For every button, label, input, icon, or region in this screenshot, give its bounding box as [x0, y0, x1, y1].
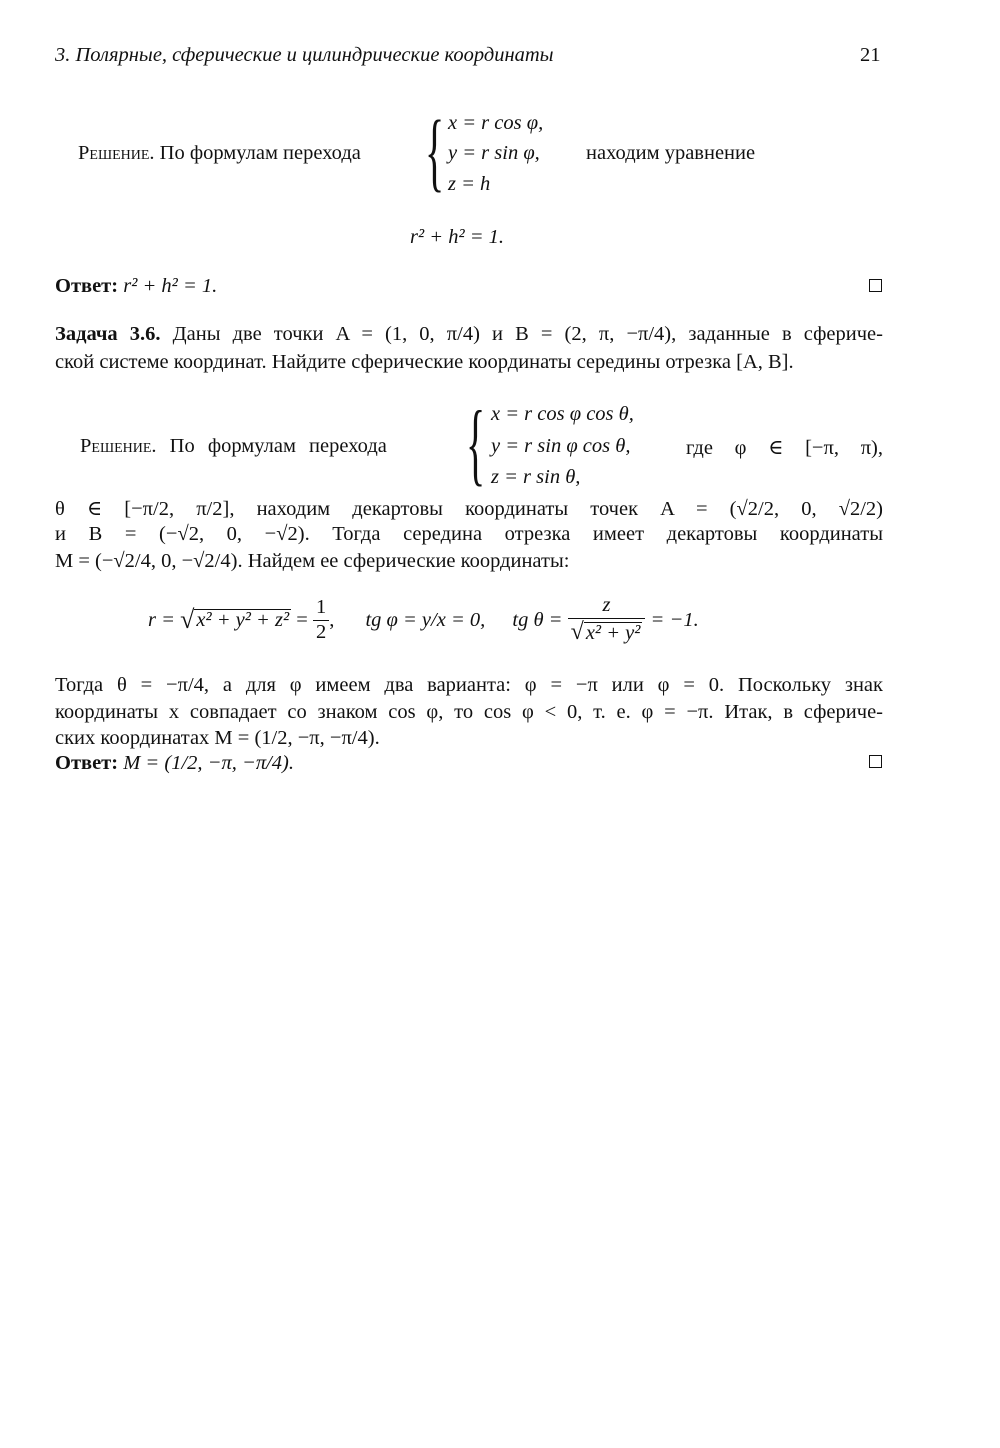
- system1-line2: y = r sin φ,: [448, 142, 540, 164]
- answer-label: Ответ:: [55, 752, 119, 774]
- formula-tgtheta-rhs: = −1.: [650, 608, 699, 631]
- formula-r-radicand: x² + y² + z²: [196, 608, 290, 631]
- answer-text: M = (1/2, −π, −π/4).: [123, 752, 295, 774]
- sqrt-icon: √: [570, 618, 584, 645]
- conclusion-line3: ских координатах M = (1/2, −π, −π/4).: [55, 727, 380, 749]
- solution1-trail: находим уравнение: [586, 142, 756, 164]
- solution-lead-text: По формулам перехода: [169, 435, 387, 457]
- display-formula: [148, 594, 699, 646]
- formula-tgtheta-denominator: [568, 619, 646, 647]
- answer-label: Ответ:: [55, 275, 119, 297]
- formula-r-comma: ,: [329, 608, 335, 631]
- qed-box: [869, 279, 882, 292]
- formula-r-eq: =: [296, 608, 308, 631]
- system2-line2: y = r sin φ cos θ,: [491, 435, 631, 457]
- solution1-equation: r² + h² = 1.: [410, 226, 505, 248]
- answer-text: r² + h² = 1.: [123, 275, 218, 297]
- formula-tgtheta-radicand: x² + y²: [585, 621, 641, 644]
- system1-line1: x = r cos φ,: [448, 112, 544, 134]
- system-brace: {: [466, 391, 486, 495]
- system2-line3: z = r sin θ,: [491, 466, 581, 488]
- system1-line3: z = h: [448, 173, 491, 195]
- sqrt-icon: √: [180, 605, 195, 635]
- problem-line2: ской системе координат. Найдите сферические координаты середины отрезка [A, B].: [55, 351, 794, 373]
- system2-line1: x = r cos φ cos θ,: [491, 403, 634, 425]
- qed-box: [869, 755, 882, 768]
- solution-lead-text: По формулам перехода: [159, 142, 361, 164]
- problem-line1: [55, 323, 883, 346]
- formula-tgtheta-lhs: tg θ =: [512, 608, 563, 631]
- page-number: 21: [860, 44, 881, 66]
- solution2-trail: где φ ∈ [−π, π),: [686, 437, 883, 459]
- solution2-lead: [80, 435, 387, 458]
- formula-tgtheta-fraction: [568, 594, 646, 646]
- solution2-line1: θ ∈ [−π/2, π/2], находим декартовы координаты точек A = (√2/2, 0, √2/2): [55, 498, 883, 520]
- formula-r-numerator: 1: [313, 596, 329, 621]
- formula-r-denominator: 2: [315, 620, 327, 643]
- answer1: [55, 275, 217, 298]
- formula-r-fraction: [313, 596, 329, 644]
- solution-label: Решение.: [78, 142, 155, 164]
- conclusion-line2: координаты x совпадает со знаком cos φ, то cos φ < 0, т. е. φ = −π. Итак, в сфериче-: [55, 701, 883, 723]
- running-header: 3. Полярные, сферические и цилиндрические координаты: [55, 44, 554, 66]
- conclusion-line1: Тогда θ = −π/4, а для φ имеем два варианта: φ = −π или φ = 0. Поскольку знак: [55, 674, 883, 696]
- problem-label: Задача 3.6.: [55, 323, 161, 345]
- answer2: [55, 752, 294, 775]
- formula-tgtheta-numerator: z: [568, 594, 646, 619]
- formula-r-lhs: r =: [148, 608, 175, 631]
- solution2-line2: и B = (−√2, 0, −√2). Тогда середина отрезка имеет декартовы координаты: [55, 523, 883, 545]
- solution1-lead: [78, 142, 361, 165]
- formula-tgphi: tg φ = y/x = 0,: [365, 608, 486, 631]
- system-brace: {: [425, 101, 445, 201]
- problem-text-line1: Даны две точки A = (1, 0, π/4) и B = (2, π, −π/4), заданные в сфериче-: [172, 323, 883, 345]
- solution2-line3: M = (−√2/4, 0, −√2/4). Найдем ее сферические координаты:: [55, 550, 570, 572]
- solution-label: Решение.: [80, 435, 157, 457]
